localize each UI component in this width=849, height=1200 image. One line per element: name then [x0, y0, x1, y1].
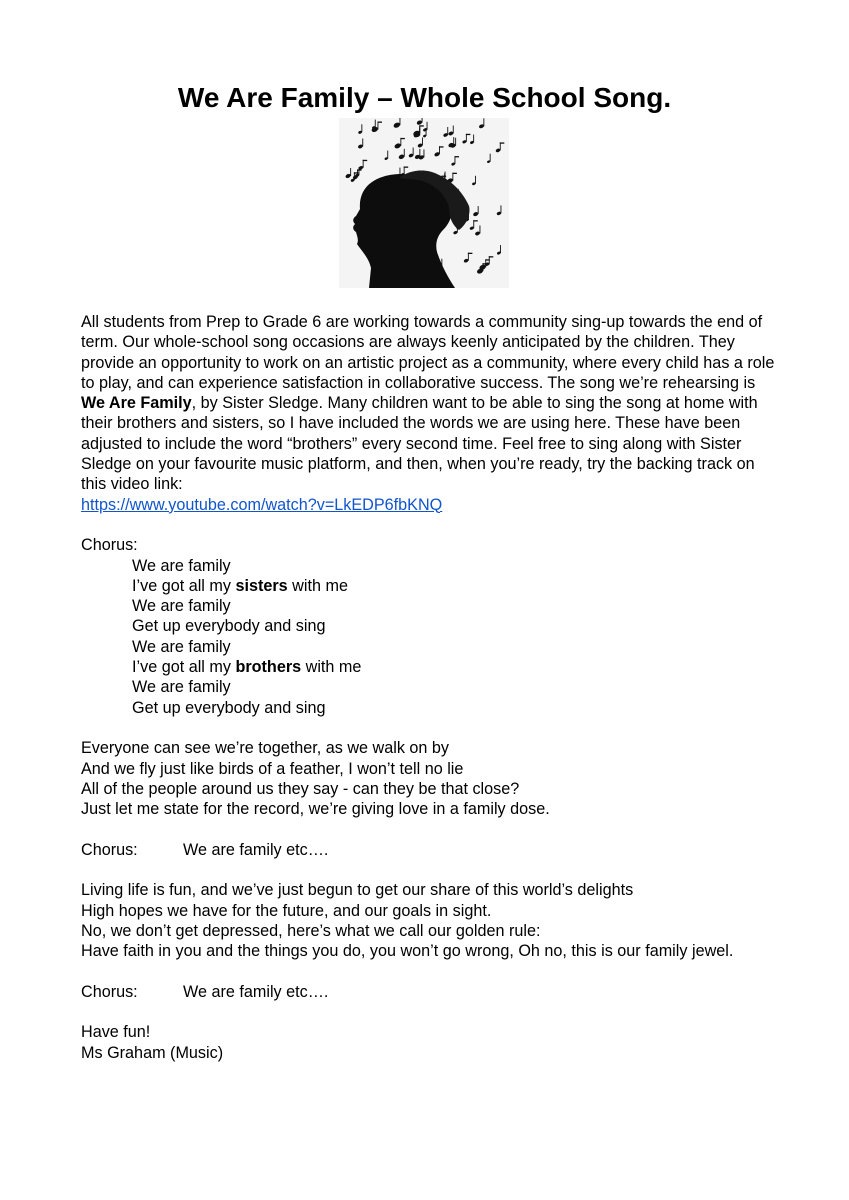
verse-line: No, we don’t get depressed, here’s what we call our golden rule:	[81, 921, 541, 940]
music-note-stem	[419, 149, 420, 157]
verse-line: Living life is fun, and we’ve just begun to get our share of this world’s delights	[81, 881, 634, 900]
silhouette-music-notes-svg	[339, 118, 509, 288]
music-note-stem	[422, 138, 423, 146]
chorus-line: We are family	[132, 678, 231, 697]
music-note-stem	[362, 139, 363, 147]
chorus-line: Get up everybody and sing	[132, 617, 326, 636]
music-note-flag	[466, 134, 471, 135]
music-note-flag	[354, 172, 359, 173]
music-note-stem	[375, 120, 376, 128]
music-note-flag	[439, 146, 444, 147]
intro-text-end: , by Sister Sledge. Many children want to be able to sing the song at home with their brothers and sisters, so I have included the words we are using here. These have been adjusted to include the word “brothers” every second time. Feel free to sing along with Sister Sledge on your favourite music platform, and then, when you’re ready, try the backing track on this video link:	[81, 394, 758, 494]
chorus-reference-text: We are family etc….	[183, 840, 329, 859]
chorus-line: We are family	[132, 597, 231, 616]
music-note-flag	[419, 125, 424, 126]
music-note-stem	[427, 122, 428, 130]
music-note-stem	[361, 124, 362, 132]
music-note-flag	[500, 142, 505, 143]
song-name: We Are Family	[81, 394, 192, 413]
music-note-flag	[404, 167, 409, 168]
music-note-stem	[413, 148, 414, 156]
verse-line: Have faith in you and the things you do, you won’t go wrong, Oh no, this is our family jewel.	[81, 942, 734, 961]
music-note-stem	[483, 118, 484, 126]
music-note-flag	[363, 160, 368, 161]
music-note-stem	[400, 118, 401, 125]
chorus-line: Get up everybody and sing	[132, 698, 326, 717]
sisters-emphasis: sisters	[235, 576, 288, 595]
chorus-reference	[81, 840, 781, 860]
music-note-stem	[426, 128, 427, 136]
verse-1	[81, 738, 781, 819]
page-title: We Are Family – Whole School Song.	[177, 82, 672, 113]
music-note-stem	[419, 127, 420, 135]
music-note-flag	[468, 253, 473, 254]
music-note-stem	[424, 149, 425, 157]
music-note-stem	[500, 245, 501, 253]
music-note-flag	[400, 138, 405, 139]
chorus-reference-text: We are family etc….	[183, 982, 329, 1001]
chorus-reference-label: Chorus:	[81, 840, 138, 859]
chorus-line: I’ve got all my sisters with me	[132, 576, 348, 595]
music-note-stem	[453, 126, 454, 134]
music-note-stem	[455, 138, 456, 146]
music-note-stem	[350, 168, 351, 176]
verse-2	[81, 880, 781, 961]
music-note-stem	[478, 206, 479, 214]
music-note-stem	[387, 151, 388, 159]
signoff-greeting: Have fun!	[81, 1023, 151, 1042]
chorus-lines	[81, 556, 781, 718]
music-note-stem	[422, 118, 423, 123]
silhouette-music-notes-icon	[339, 118, 509, 288]
music-note-stem	[404, 149, 405, 157]
intro-paragraph	[81, 312, 781, 515]
chorus-reference	[81, 982, 781, 1002]
verse-line: Just let me state for the record, we’re giving love in a family dose.	[81, 800, 550, 819]
music-note-flag	[483, 263, 488, 264]
music-note-stem	[453, 137, 454, 145]
verse-line: All of the people around us they say - can they be that close?	[81, 779, 520, 798]
music-note-stem	[475, 176, 476, 184]
music-note-stem	[501, 205, 502, 213]
chorus-line: We are family	[132, 556, 231, 575]
music-note-flag	[473, 220, 478, 221]
music-note-flag	[378, 122, 383, 123]
music-note-stem	[490, 154, 491, 162]
video-link[interactable]: https://www.youtube.com/watch?v=LkEDP6fbKNQ	[81, 495, 443, 514]
music-note-flag	[489, 256, 494, 257]
verse-line: High hopes we have for the future, and our goals in sight.	[81, 901, 492, 920]
document-body	[81, 312, 781, 1063]
music-note-stem	[447, 127, 448, 135]
signoff-author: Ms Graham (Music)	[81, 1043, 224, 1062]
chorus-reference-label: Chorus:	[81, 982, 138, 1001]
signoff	[81, 1022, 781, 1063]
chorus-heading: Chorus:	[81, 536, 138, 555]
music-note-stem	[480, 226, 481, 234]
intro-text-start: All students from Prep to Grade 6 are working towards a community sing-up towards the end of term. Our whole-school song occasions are always keenly anticipated by the children. They provide an opportunity to work on an artistic project as a community, where every child has a role to play, and can experience satisfaction in collaborative success. The song we’re rehearsing is	[81, 313, 775, 392]
music-note-stem	[473, 135, 474, 143]
music-note-flag	[455, 156, 460, 157]
chorus-line: We are family	[132, 637, 231, 656]
brothers-emphasis: brothers	[235, 658, 302, 677]
chorus-line: I’ve got all my brothers with me	[132, 658, 362, 677]
verse-line: Everyone can see we’re together, as we walk on by	[81, 739, 450, 758]
music-note-flag	[452, 173, 457, 174]
verse-line: And we fly just like birds of a feather, I won’t tell no lie	[81, 759, 464, 778]
